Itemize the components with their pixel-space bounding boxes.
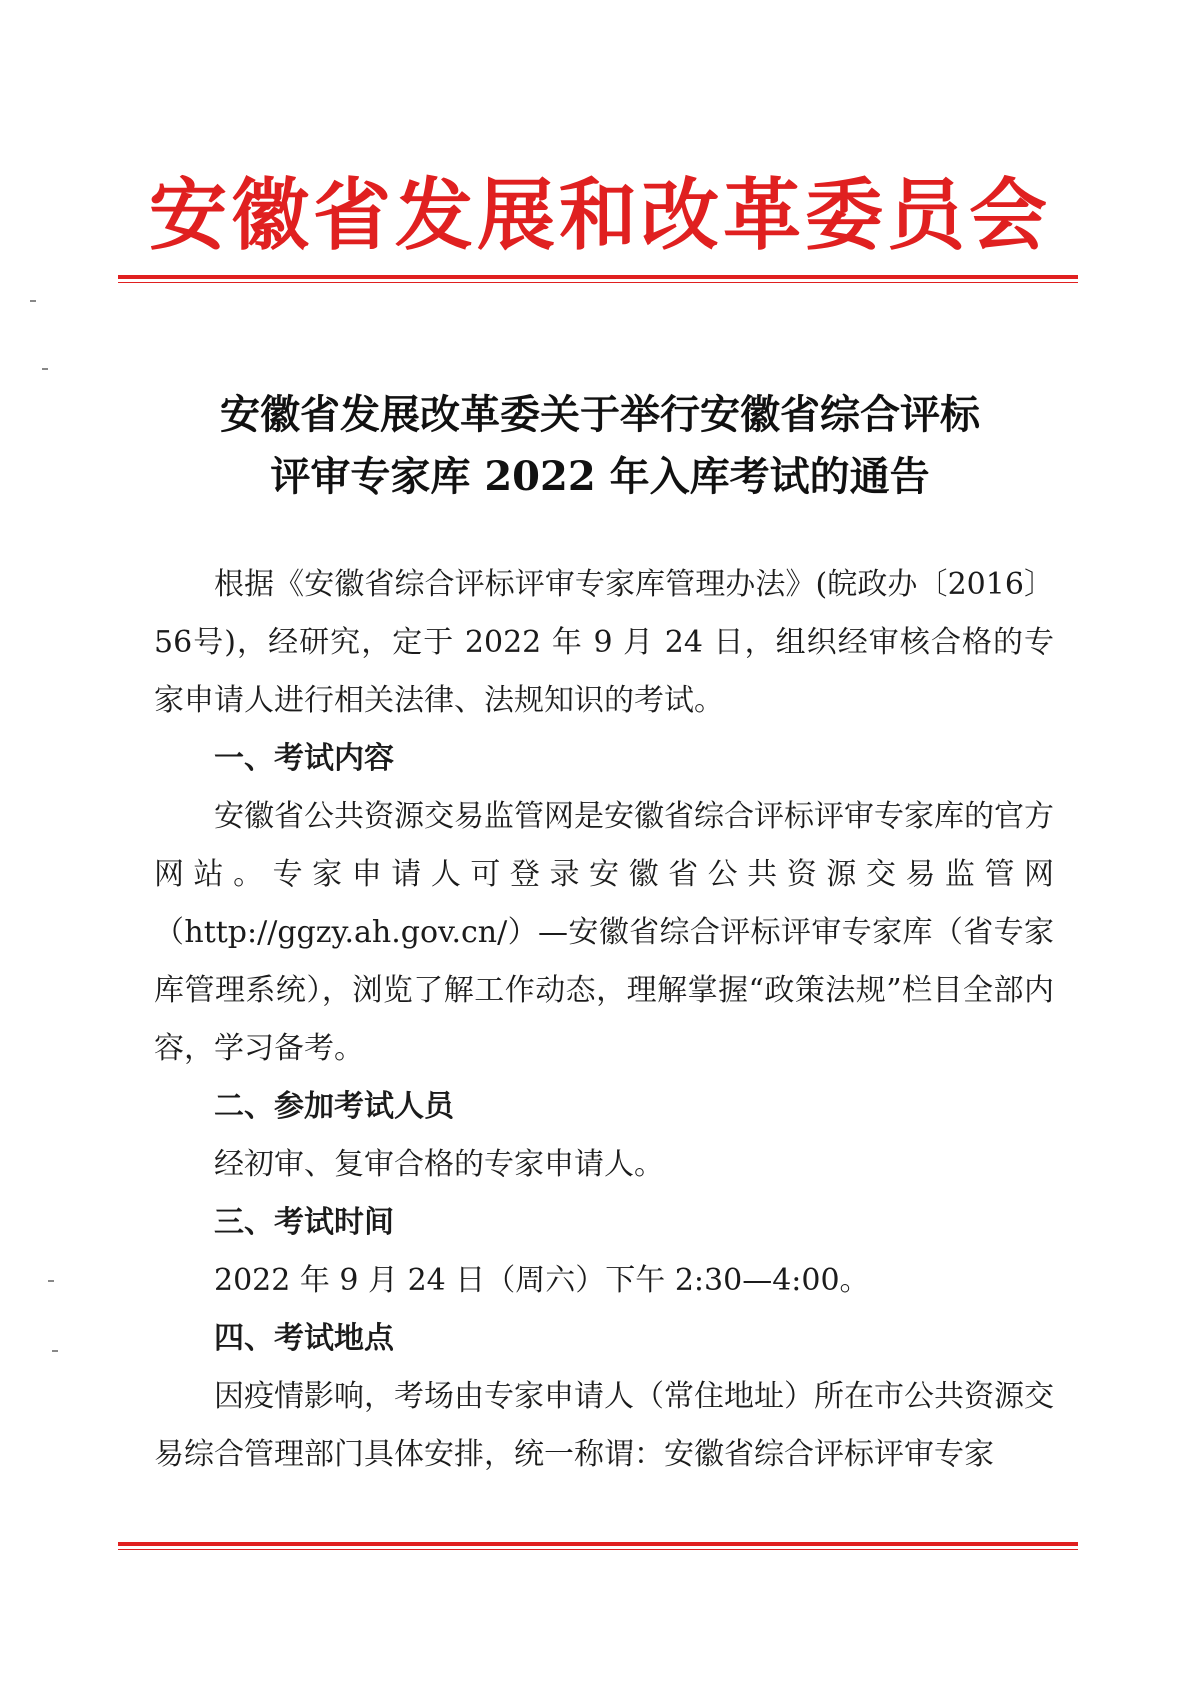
header-red-rule	[118, 275, 1078, 283]
footer-red-rule	[118, 1542, 1078, 1550]
section-1-text: 安徽省公共资源交易监管网是安徽省综合评标评审专家库的官方网站。专家申请人可登录安徽省公共资源交易监管网（http://ggzy.ah.gov.cn/）—安徽省综合评标评审专家库（省专家库管理系统），浏览了解工作动态，理解掌握“政策法规”栏目全部内容，学习备考。	[154, 799, 1054, 1066]
section-4-text: 因疫情影响，考场由专家申请人（常住地址）所在市公共资源交易综合管理部门具体安排，统一称谓：安徽省综合评标评审专家	[154, 1379, 1054, 1472]
section-2-text: 经初审、复审合格的专家申请人。	[214, 1147, 664, 1182]
section-3-heading: 三、考试时间	[214, 1205, 394, 1240]
document-title	[150, 384, 1050, 508]
section-3-text: 2022 年 9 月 24 日（周六）下午 2:30—4:00。	[214, 1263, 870, 1298]
section-4-heading: 四、考试地点	[214, 1321, 394, 1356]
title-line-2: 评审专家库 2022 年入库考试的通告	[270, 453, 930, 500]
section-2-heading: 二、参加考试人员	[214, 1089, 454, 1124]
section-1-heading: 一、考试内容	[214, 741, 394, 776]
org-header: 安徽省发展和改革委员会	[148, 170, 1051, 261]
title-line-1: 安徽省发展改革委关于举行安徽省综合评标	[220, 391, 980, 438]
intro-paragraph: 根据《安徽省综合评标评审专家库管理办法》(皖政办〔2016〕56号)，经研究，定于 2022 年 9 月 24 日，组织经审核合格的专家申请人进行相关法律、法规知识的考试。	[154, 567, 1054, 718]
document-body	[154, 556, 1054, 1484]
